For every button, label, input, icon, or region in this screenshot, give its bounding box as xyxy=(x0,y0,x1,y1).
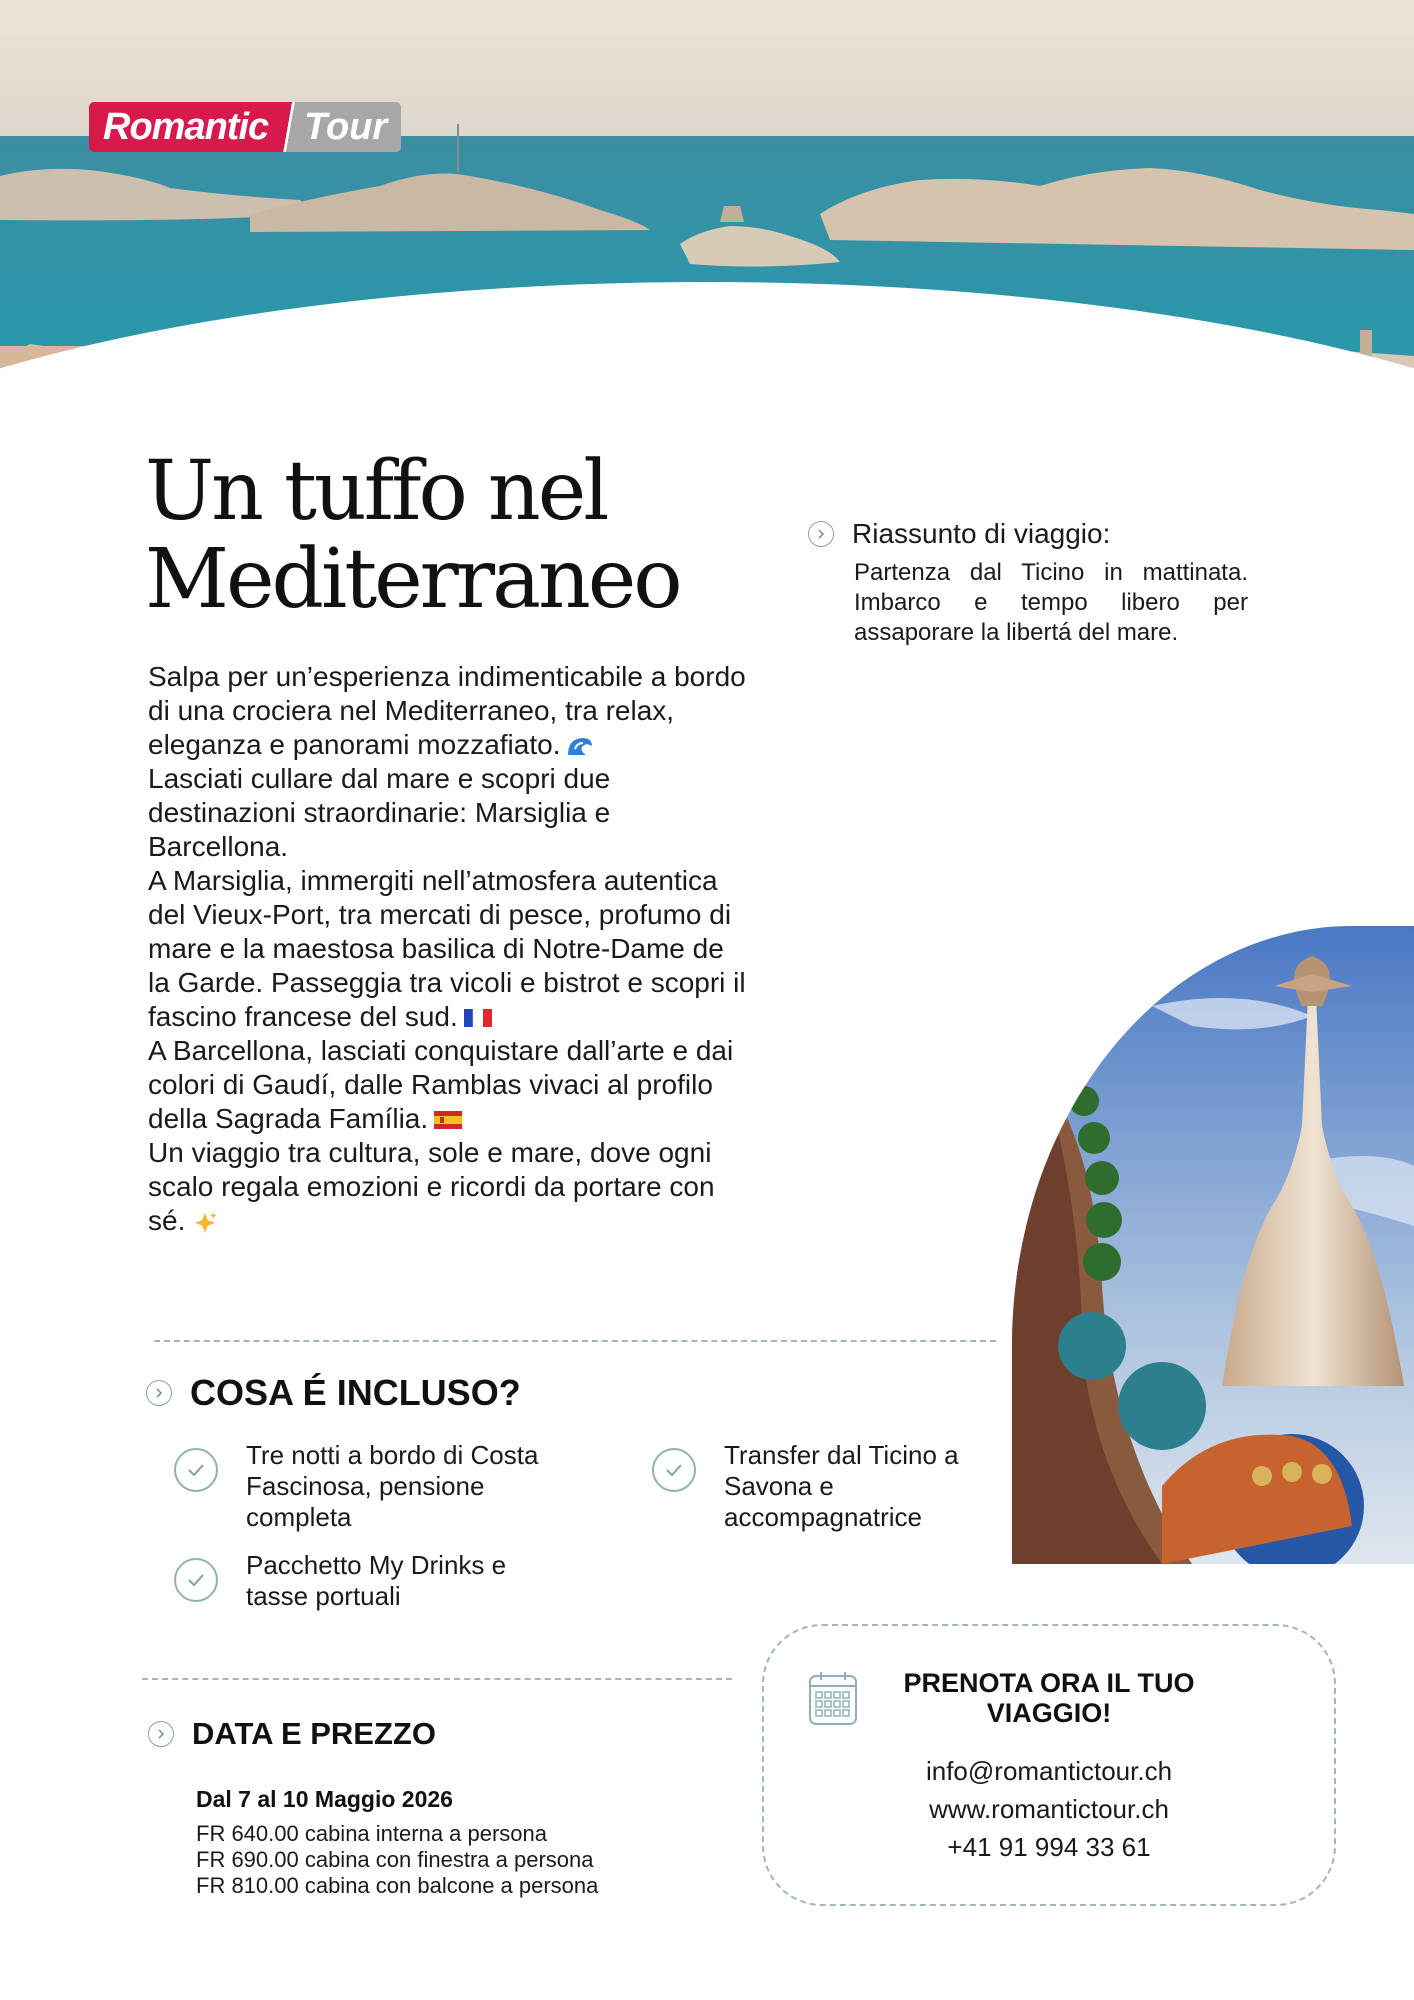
chevron-right-circle-icon xyxy=(808,521,834,547)
page-title xyxy=(145,444,745,627)
intro-text xyxy=(148,660,748,1238)
intro-paragraph xyxy=(148,1034,748,1136)
check-circle-icon xyxy=(652,1448,696,1492)
intro-text-5: Un viaggio tra cultura, sole e mare, dove ogni scalo regala emozioni e ricordi da portare con sé. xyxy=(148,1137,715,1236)
spain-flag-emoji-icon xyxy=(434,1109,462,1131)
summary-heading-row xyxy=(808,518,1248,550)
intro-text-4: A Barcellona, lasciati conquistare dall’arte e dai colori di Gaudí, dalle Ramblas vivaci al profilo della Sagrada Família. xyxy=(148,1035,734,1134)
pricing-heading-row xyxy=(148,1716,436,1752)
booking-box xyxy=(762,1624,1336,1906)
intro-paragraph xyxy=(148,1136,748,1238)
check-circle-icon xyxy=(174,1448,218,1492)
price-line: FR 640.00 cabina interna a persona xyxy=(196,1821,548,1846)
france-flag-emoji-icon xyxy=(464,1007,492,1029)
intro-paragraph xyxy=(148,864,748,1034)
travel-dates: Dal 7 al 10 Maggio 2026 xyxy=(196,1786,453,1812)
title-line-2: Mediterraneo xyxy=(145,532,680,627)
section-divider xyxy=(142,1678,732,1680)
included-heading: COSA É INCLUSO? xyxy=(190,1372,521,1413)
trip-summary xyxy=(808,518,1248,648)
section-divider xyxy=(154,1340,996,1342)
price-line: FR 810.00 cabina con balcone a persona xyxy=(196,1873,599,1898)
pricing-details xyxy=(196,1786,598,1899)
chevron-right-circle-icon xyxy=(148,1721,174,1747)
romantic-tour-logo[interactable] xyxy=(89,102,401,152)
intro-text-1: Salpa per un’esperienza indimenticabile a bordo di una crociera nel Mediterraneo, tra relax, eleganza e panorami mozzafiato. xyxy=(148,661,746,760)
booking-heading: PRENOTA ORA IL TUO VIAGGIO! xyxy=(903,1668,1195,1728)
summary-text: Partenza dal Ticino in mattinata. Imbarco e tempo libero per assaporare la libertá del mare. xyxy=(854,559,1248,646)
wave-emoji-icon xyxy=(566,735,594,757)
logo-separator xyxy=(280,102,298,152)
booking-phone[interactable]: +41 91 994 33 61 xyxy=(947,1832,1151,1862)
booking-website[interactable]: www.romantictour.ch xyxy=(929,1794,1169,1824)
intro-paragraph: Lasciati cullare dal mare e scopri due destinazioni straordinarie: Marsiglia e Barcellona. xyxy=(148,763,611,862)
gaudi-photo xyxy=(1012,926,1414,1564)
title-line-1: Un tuffo nel xyxy=(145,444,607,539)
pricing-heading: DATA E PREZZO xyxy=(192,1716,436,1751)
included-item xyxy=(652,1440,1012,1533)
included-item xyxy=(174,1440,594,1533)
casa-batllo-roof-illustration xyxy=(1012,926,1414,1564)
included-item-text: Pacchetto My Drinks e tasse portuali xyxy=(246,1550,507,1611)
included-item xyxy=(174,1550,594,1612)
intro-paragraph xyxy=(148,660,748,762)
calendar-icon xyxy=(808,1670,858,1726)
included-item-text: Transfer dal Ticino a Savona e accompagnatrice xyxy=(724,1440,959,1532)
intro-text-3: A Marsiglia, immergiti nell’atmosfera autentica del Vieux-Port, tra mercati di pesce, profumo di mare e la maestosa basilica di Notre-Dame de la Garde. Passeggia tra vicoli e bistrot e scopri il fascino francese del sud. xyxy=(148,865,746,1032)
chevron-right-circle-icon xyxy=(146,1380,172,1406)
logo-text-tour: Tour xyxy=(298,102,401,152)
booking-email[interactable]: info@romantictour.ch xyxy=(925,1756,1173,1786)
sparkles-emoji-icon xyxy=(191,1211,219,1233)
price-line: FR 690.00 cabina con finestra a persona xyxy=(196,1847,594,1872)
logo-text-romantic: Romantic xyxy=(89,102,280,152)
included-heading-row xyxy=(146,1372,521,1414)
summary-heading: Riassunto di viaggio: xyxy=(852,518,1111,549)
check-circle-icon xyxy=(174,1558,218,1602)
included-item-text: Tre notti a bordo di Costa Fascinosa, pensione completa xyxy=(246,1440,539,1532)
